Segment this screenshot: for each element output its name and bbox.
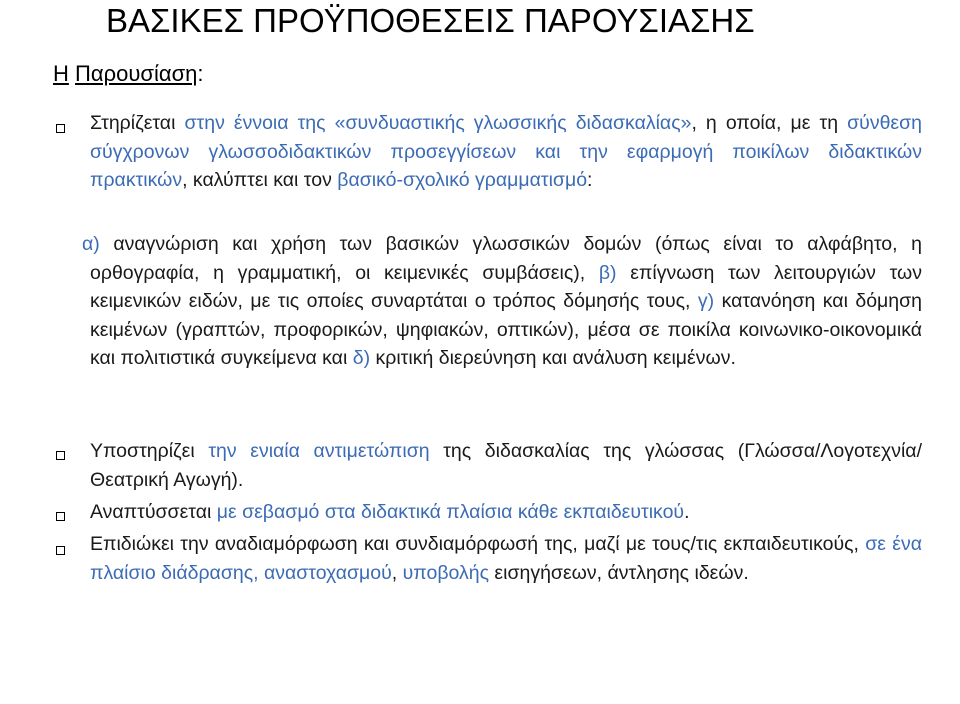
item-a-label: α) [82,233,100,255]
section-heading [53,61,204,87]
item-c-text: κατανόηση και δόμηση κειμένων (γραπτών, προφορικών, ψηφιακών, οπτικών), μέσα σε ποικίλα κοινωνικο-οικονομικά και πολιτιστικά συγκείμενα και [90,290,922,369]
paragraph-unified [90,437,922,494]
paragraph-respect [90,498,922,527]
item-d-text: κριτική διερεύνηση και ανάλυση κειμένων. [370,347,736,369]
bullet-square-icon [56,512,65,521]
item-c-label: γ) [697,290,715,312]
p3-text-1: Υποστηρίζει [90,440,209,462]
p4-text-2: . [684,501,690,523]
p1-highlight-3: βασικό-σχολικό γραμματισμό [337,169,588,191]
bullet-square-icon [56,124,65,133]
p5-highlight-1: σε ένα πλαίσιο διάδρασης, αναστοχασμού [90,533,922,584]
paragraph-codesign [90,530,922,587]
heading-colon: : [197,61,204,86]
p1-text-1: Στηρίζεται [90,112,185,134]
p1-text-3: , καλύπτει και τον [182,169,338,191]
item-b-text: επίγνωση των λειτουργιών των κειμενικών ειδών, με τις οποίες συναρτάται ο τρόπος δόμησής τους, [90,261,922,312]
item-b-label: β) [598,261,617,284]
p4-highlight: με σεβασμό στα διδακτικά πλαίσια κάθε εκπαιδευτικού [216,501,685,523]
paragraph-literacy [82,230,922,373]
heading-letter: Η [53,61,69,86]
item-d-label: δ) [352,347,371,369]
p5-highlight-2: υποβολής [402,561,490,584]
p4-text-1: Αναπτύσσεται [90,501,217,523]
p5-text-2: , [391,561,403,584]
bullet-square-icon [56,546,65,555]
heading-word: Παρουσίαση [75,61,198,86]
p5-text-3: εισηγήσεων, άντλησης ιδεών. [489,561,749,584]
p1-highlight-1: στην έννοια της «συνδυαστικής γλωσσικής διδασκαλίας» [184,112,692,134]
p3-text-2: της διδασκαλίας της γλώσσας (Γλώσσα/Λογοτεχνία/Θεατρική Αγωγή). [90,440,923,491]
bullet-square-icon [56,451,65,460]
p1-highlight-2: σύνθεση σύγχρονων γλωσσοδιδακτικών προσεγγίσεων και την εφαρμογή ποικίλων διδακτικών πρακτικών [90,112,922,191]
p3-highlight: την ενιαία αντιμετώπιση [208,440,430,462]
item-a-text: αναγνώριση και χρήση των βασικών γλωσσικών δομών (όπως είναι το αλφάβητο, η ορθογραφία, η γραμματική, οι κειμενικές συμβάσεις), [90,233,922,284]
page-title: ΒΑΣΙΚΕΣ ΠΡΟΫΠΟΘΕΣΕΙΣ ΠΑΡΟΥΣΙΑΣΗΣ [106,2,755,39]
p5-text-1: Επιδιώκει την αναδιαμόρφωση και συνδιαμόρφωσή της, μαζί με τους/τις εκπαιδευτικούς, [90,533,866,555]
p1-text-2: , η οποία, με τη [691,112,848,134]
p1-text-4: : [587,169,593,191]
paragraph-concept [90,109,922,195]
